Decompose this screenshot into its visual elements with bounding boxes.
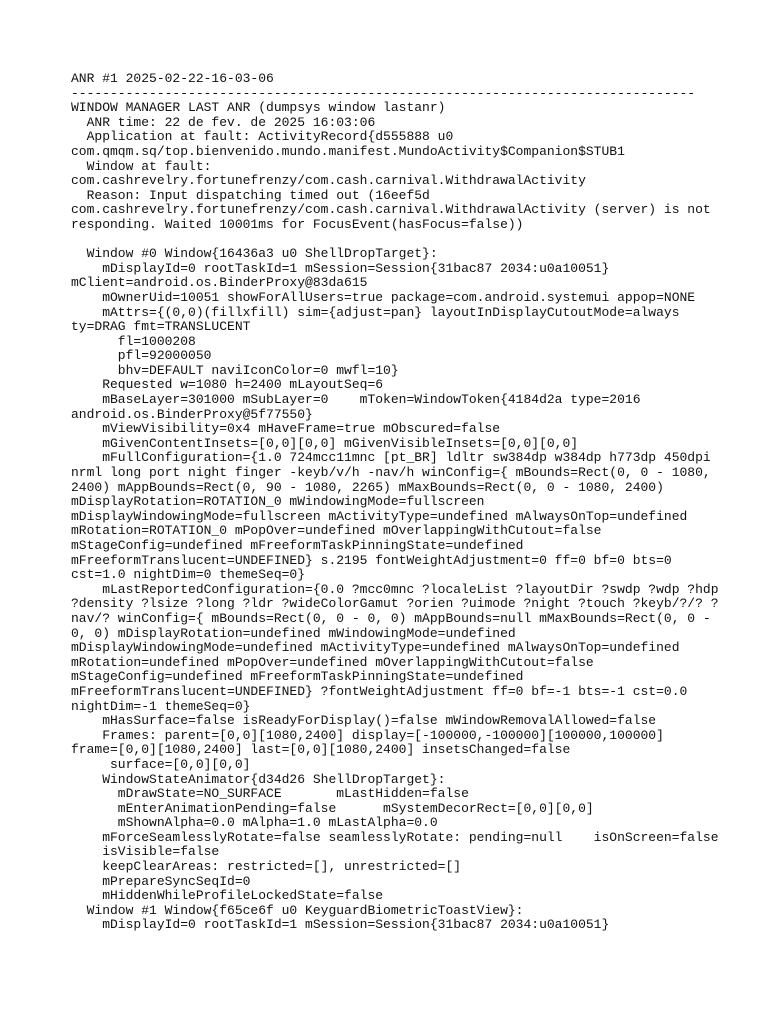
- log-line: mOwnerUid=10051 showForAllUsers=true package=com.android.systemui appop=NONE: [71, 289, 696, 305]
- log-line: mRotation=ROTATION_0 mPopOver=undefined mOverlappingWithCutout=false: [71, 523, 602, 539]
- log-line: surface=[0,0][0,0]: [71, 756, 251, 772]
- log-line: mBaseLayer=301000 mSubLayer=0 mToken=WindowToken{4184d2a type=2016: [71, 392, 641, 408]
- log-line: mDisplayWindowingMode=fullscreen mActivityType=undefined mAlwaysOnTop=undefined: [71, 508, 688, 524]
- log-line: mAttrs={(0,0)(fillxfill) sim={adjust=pan} layoutInDisplayCutoutMode=always: [71, 304, 680, 320]
- log-line: com.qmqm.sq/top.bienvenido.mundo.manifest.MundoActivity$Companion$STUB1: [71, 143, 625, 159]
- log-line: frame=[0,0][1080,2400] last=[0,0][1080,2400] insetsChanged=false: [71, 742, 571, 758]
- log-line: mViewVisibility=0x4 mHaveFrame=true mObscured=false: [71, 421, 501, 437]
- log-line: bhv=DEFAULT naviIconColor=0 mwfl=10}: [71, 362, 399, 378]
- log-line: com.cashrevelry.fortunefrenzy/com.cash.carnival.WithdrawalActivity: [71, 173, 586, 189]
- log-line: mForceSeamlesslyRotate=false seamlesslyRotate: pending=null isOnScreen=false: [71, 829, 719, 845]
- log-line: Window #1 Window{f65ce6f u0 KeyguardBiometricToastView}:: [71, 902, 524, 918]
- log-line: ty=DRAG fmt=TRANSLUCENT: [71, 319, 251, 335]
- log-line: Requested w=1080 h=2400 mLayoutSeq=6: [71, 377, 384, 393]
- log-line: Reason: Input dispatching timed out (16eef5d: [71, 187, 430, 203]
- log-line: mLastReportedConfiguration={0.0 ?mcc0mnc ?localeList ?layoutDir ?swdp ?wdp ?hdp: [71, 581, 719, 597]
- log-line: ANR #1 2025-02-22-16-03-06: [71, 71, 274, 86]
- log-line: com.cashrevelry.fortunefrenzy/com.cash.carnival.WithdrawalActivity (server) is not: [71, 202, 711, 218]
- log-line: mShownAlpha=0.0 mAlpha=1.0 mLastAlpha=0.0: [71, 815, 438, 831]
- log-line: mDisplayRotation=ROTATION_0 mWindowingMode=fullscreen: [71, 494, 485, 510]
- log-line: Frames: parent=[0,0][1080,2400] display=[-100000,-100000][100000,100000]: [71, 727, 664, 743]
- log-line: nrml long port night finger -keyb/v/h -nav/h winConfig={ mBounds=Rect(0, 0 - 1080,: [71, 465, 711, 481]
- log-line: mFreeformTranslucent=UNDEFINED} ?fontWeightAdjustment ff=0 bf=-1 bts=-1 cst=0.0: [71, 683, 688, 699]
- log-line: mClient=android.os.BinderProxy@83da615: [71, 275, 368, 291]
- log-line: mFullConfiguration={1.0 724mcc11mnc [pt_BR] ldltr sw384dp w384dp h773dp 450dpi: [71, 450, 711, 466]
- log-line: mStageConfig=undefined mFreeformTaskPinningState=undefined: [71, 669, 524, 685]
- log-line: mDisplayWindowingMode=undefined mActivityType=undefined mAlwaysOnTop=undefined: [71, 640, 680, 656]
- log-line: [71, 233, 711, 248]
- log-line: mHiddenWhileProfileLockedState=false: [71, 888, 384, 904]
- log-line: keepClearAreas: restricted=[], unrestricted=[]: [71, 859, 462, 875]
- log-line: 2400) mAppBounds=Rect(0, 90 - 1080, 2265) mMaxBounds=Rect(0, 0 - 1080, 2400): [71, 479, 664, 495]
- log-line: mHasSurface=false isReadyForDisplay()=false mWindowRemovalAllowed=false: [71, 713, 657, 729]
- log-line: nightDim=-1 themeSeq=0}: [71, 698, 251, 714]
- log-line: mDrawState=NO_SURFACE mLastHidden=false: [71, 786, 469, 802]
- log-line: pfl=92000050: [71, 348, 212, 364]
- log-line: mRotation=undefined mPopOver=undefined mOverlappingWithCutout=false: [71, 654, 594, 670]
- log-line: WindowStateAnimator{d34d26 ShellDropTarget}:: [71, 771, 446, 787]
- log-line: android.os.BinderProxy@5f77550}: [71, 406, 313, 422]
- log-line: ?density ?lsize ?long ?ldr ?wideColorGamut ?orien ?uimode ?night ?touch ?keyb/?/? ?: [71, 596, 719, 612]
- log-line: Window #0 Window{16436a3 u0 ShellDropTarget}:: [71, 246, 438, 262]
- log-line: mGivenContentInsets=[0,0][0,0] mGivenVisibleInsets=[0,0][0,0]: [71, 435, 579, 451]
- log-line: WINDOW MANAGER LAST ANR (dumpsys window lastanr): [71, 100, 446, 116]
- anr-log-document: [71, 71, 719, 933]
- log-line: mDisplayId=0 rootTaskId=1 mSession=Session{31bac87 2034:u0a10051}: [71, 917, 610, 933]
- log-line: Application at fault: ActivityRecord{d555888 u0: [71, 129, 454, 145]
- log-line: nav/? winConfig={ mBounds=Rect(0, 0 - 0, 0) mAppBounds=null mMaxBounds=Rect(0, 0 -: [71, 610, 711, 626]
- log-line: 0, 0) mDisplayRotation=undefined mWindowingMode=undefined: [71, 625, 516, 641]
- log-line: mEnterAnimationPending=false mSystemDecorRect=[0,0][0,0]: [71, 800, 594, 816]
- log-line: Window at fault:: [71, 158, 212, 174]
- log-line: mFreeformTranslucent=UNDEFINED} s.2195 fontWeightAdjustment=0 ff=0 bf=0 bts=0: [71, 552, 672, 568]
- log-line: isVisible=false: [71, 844, 220, 860]
- log-line: mStageConfig=undefined mFreeformTaskPinningState=undefined: [71, 538, 524, 553]
- log-line: mPrepareSyncSeqId=0: [71, 873, 251, 889]
- log-line: ANR time: 22 de fev. de 2025 16:03:06: [71, 114, 376, 130]
- log-line: mDisplayId=0 rootTaskId=1 mSession=Session{31bac87 2034:u0a10051}: [71, 260, 610, 276]
- log-line: responding. Waited 10001ms for FocusEvent(hasFocus=false)): [71, 216, 524, 232]
- log-line: --------------------------------------------------------------------------------: [71, 85, 696, 101]
- log-line: fl=1000208: [71, 333, 196, 349]
- log-line: cst=1.0 nightDim=0 themeSeq=0}: [71, 567, 306, 583]
